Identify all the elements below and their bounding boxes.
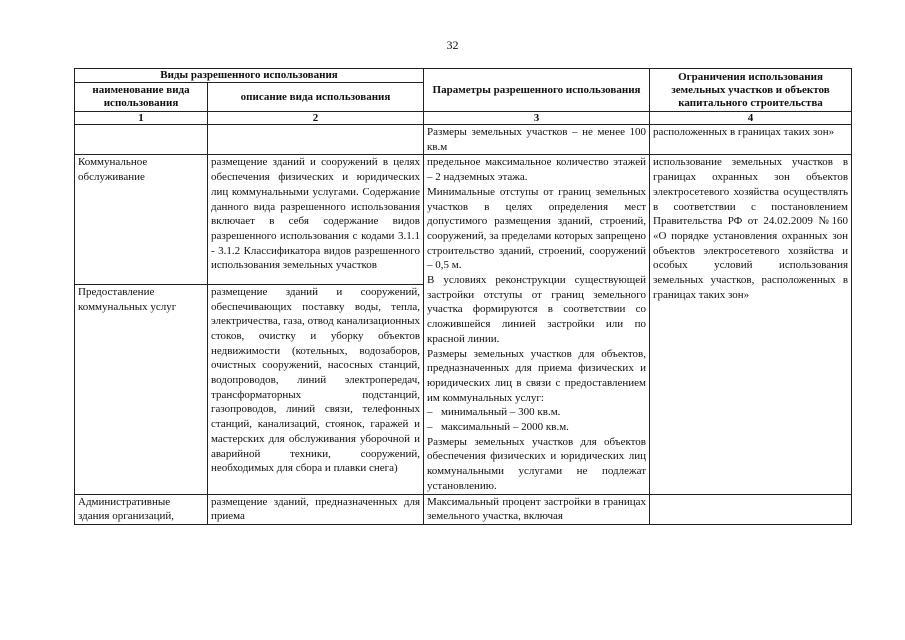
column-number: 3 <box>424 112 650 125</box>
header-group: Виды разрешенного использования <box>75 69 424 83</box>
cell-restrictions: расположенных в границах таких зон» <box>650 125 852 155</box>
param-text: В условиях реконструкции существующей застройки отступы от границ земельного участка формируются в соответствии со сложившейся линией застройки или по красной линии. <box>427 274 647 345</box>
param-text: Минимальные отступы от границ земельных участков в целях определения мест допустимого размещения зданий, строений, сооружений, за пределами которых запрещено строительство зданий, строений, сооружений – 0,5 м. <box>427 185 647 272</box>
list-item: – максимальный – 2000 кв.м. <box>427 420 646 435</box>
cell-empty <box>208 125 424 155</box>
cell-parameters: Максимальный процент застройки в границах земельного участка, включая <box>424 494 650 524</box>
header-row-1 <box>75 69 852 83</box>
table-row <box>75 155 852 284</box>
dash-list <box>427 405 646 434</box>
cell-description: размещение зданий и сооружений в целях обеспечения физических и юридических лиц коммунальными услугами. Содержание данного вида разрешенного использования включает в себя содержание видов разрешенного использования с кодами 3.1.1 - 3.1.2 Классификатора видов разрешенного использования земельных участков <box>208 155 424 284</box>
cell-empty <box>75 125 208 155</box>
column-number: 2 <box>208 112 424 125</box>
header-col2: описание вида использования <box>208 83 424 112</box>
param-text: Размеры земельных участков для объектов обеспечения физических и юридических лиц коммунальными услугами не подлежат установлению. <box>427 435 647 492</box>
cell-type-name: Предоставление коммунальных услуг <box>75 284 208 494</box>
cell-parameters: Размеры земельных участков – не менее 100 кв.м <box>424 125 650 155</box>
param-text: Размеры земельных участков для объектов, предназначенных для приема физических и юридических лиц в связи с предоставлением им коммунальных услуг: <box>427 347 647 404</box>
cell-description: размещение зданий, предназначенных для приема <box>208 494 424 524</box>
column-numbers-row <box>75 112 852 125</box>
column-number: 1 <box>75 112 208 125</box>
cell-type-name: Коммунальное обслуживание <box>75 155 208 284</box>
header-col1: наименование вида использования <box>75 83 208 112</box>
cell-description: размещение зданий и сооружений, обеспечивающих поставку воды, тепла, электричества, газа, отвод канализационных стоков, очистку и уборку объектов недвижимости (котельных, водозаборов, очистных сооружений, насосных станций, водопроводов, линий электропередач, трансформаторных подстанций, газопроводов, линий связи, телефонных станций, канализаций, стоянок, гаражей и мастерских для обслуживания уборочной и аварийной техники, сооружений, необходимых для сбора и плавки снега) <box>208 284 424 494</box>
land-use-table <box>74 68 852 525</box>
table-row <box>75 125 852 155</box>
param-text: предельное максимальное количество этажей – 2 надземных этажа. <box>427 156 647 184</box>
column-number: 4 <box>650 112 852 125</box>
page-number: 32 <box>446 38 459 52</box>
cell-type-name: Административные здания организаций, <box>75 494 208 524</box>
list-item: – минимальный – 300 кв.м. <box>427 405 646 420</box>
cell-restrictions <box>650 494 852 524</box>
cell-restrictions: использование земельных участков в границах охранных зон объектов электросетевого хозяйства осуществлять в соответствии с постановлением Правительства РФ от 24.02.2009 №160 «О порядке установления охранных зон объектов электросетевого хозяйства и особых условий использования земельных участков, расположенных в границах таких зон» <box>650 155 852 494</box>
header-col4: Ограничения использования земельных участков и объектов капитального строительства <box>650 69 852 112</box>
header-col3: Параметры разрешенного использования <box>424 69 650 112</box>
table-row <box>75 494 852 524</box>
cell-parameters <box>424 155 650 494</box>
